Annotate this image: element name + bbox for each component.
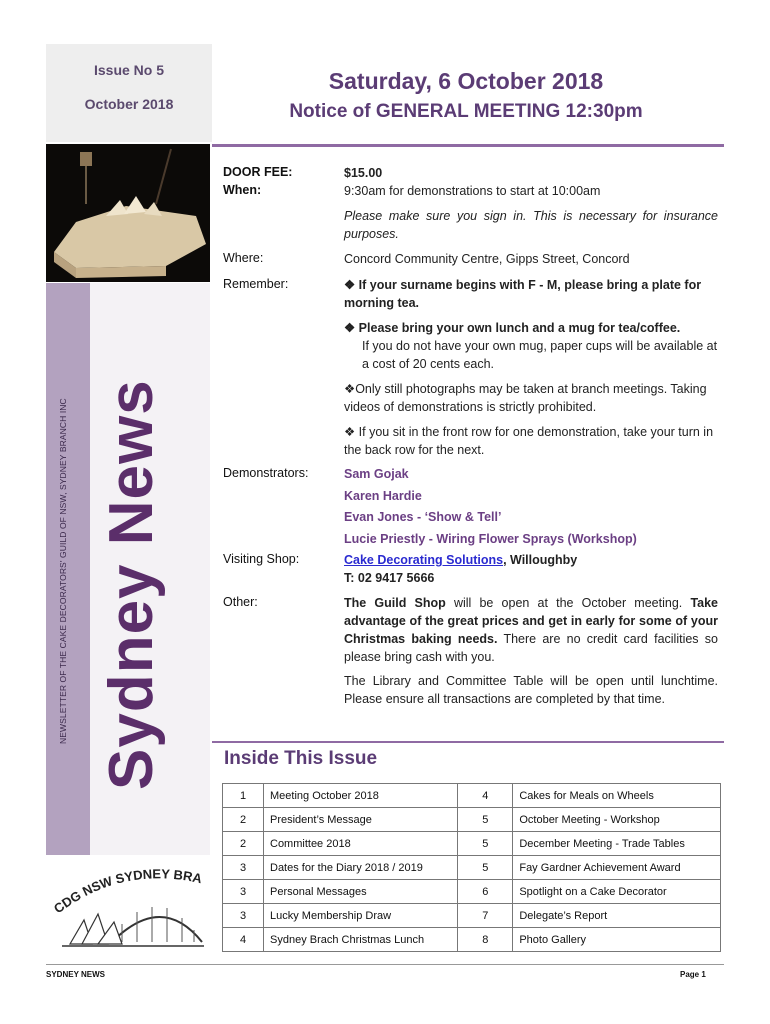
page-number: 3: [223, 904, 264, 928]
svg-text:CDG NSW SYDNEY BRANCH: [52, 862, 204, 916]
article-title: Dates for the Diary 2018 / 2019: [264, 856, 458, 880]
other-guild-shop: [344, 594, 718, 666]
guild-shop-cash-note: There are no credit card facilities so please bring cash with you.: [344, 632, 718, 664]
demonstrator-2: Karen Hardie: [344, 489, 422, 503]
page-number: 2: [223, 808, 264, 832]
sign-in-note: Please make sure you sign in. This is necessary for insurance purposes.: [344, 209, 718, 241]
table-row: [223, 832, 721, 856]
table-row: [223, 904, 721, 928]
page-number: 7: [458, 904, 513, 928]
shop-link[interactable]: Cake Decorating Solutions: [344, 553, 504, 567]
table-row: [223, 808, 721, 832]
meeting-date-title: Saturday, 6 October 2018: [328, 68, 604, 94]
page-number: 5: [458, 856, 513, 880]
logo-text: CDG NSW SYDNEY BRA: [52, 866, 204, 917]
demonstrators-label: Demonstrators:: [223, 466, 309, 480]
remember-item-seating: ❖ If you sit in the front row for one demonstration, take your turn in the back row for the next.: [344, 425, 714, 457]
other-library: The Library and Committee Table will be open until lunchtime. Please ensure all transactions are completed by that time.: [344, 674, 718, 706]
footer-publication: SYDNEY NEWS: [46, 970, 105, 979]
article-title: October Meeting - Workshop: [513, 808, 721, 832]
page-number: 8: [458, 928, 513, 952]
article-title: Sydney Brach Christmas Lunch: [264, 928, 458, 952]
newsletter-subtitle: NEWSLETTER OF THE CAKE DECORATORS' GUILD OF NSW, SYDNEY BRANCH INC: [58, 398, 68, 744]
demonstrator-3: Evan Jones - ‘Show & Tell’: [344, 510, 502, 524]
page-number: 1: [223, 784, 264, 808]
remember-lunch-detail: If you do not have your own mug, paper cups will be available at a cost of 20 cents each.: [362, 339, 718, 371]
article-title: Committee 2018: [264, 832, 458, 856]
when-label: When:: [223, 183, 262, 197]
sidebar-purple-strip: [46, 283, 90, 855]
article-title: Meeting October 2018: [264, 784, 458, 808]
article-title: December Meeting - Trade Tables: [513, 832, 721, 856]
where-value: Concord Community Centre, Gipps Street, Concord: [344, 252, 630, 266]
article-title: Cakes for Meals on Wheels: [513, 784, 721, 808]
article-title: Delegate’s Report: [513, 904, 721, 928]
page-number: 3: [223, 856, 264, 880]
article-title: Photo Gallery: [513, 928, 721, 952]
inside-heading: Inside This Issue: [224, 748, 378, 769]
guild-shop-text: will be open at the October meeting.: [445, 596, 691, 610]
page-number: 6: [458, 880, 513, 904]
page-number: 5: [458, 808, 513, 832]
footer-divider: [46, 964, 724, 965]
table-row: [223, 856, 721, 880]
article-title: President’s Message: [264, 808, 458, 832]
visiting-shop-label: Visiting Shop:: [223, 552, 300, 566]
contents-table: [222, 783, 721, 952]
door-fee-value: $15.00: [344, 166, 383, 180]
remember-label: Remember:: [223, 277, 289, 291]
header-divider: [212, 144, 724, 147]
issue-month: October 2018: [84, 96, 174, 112]
article-title: Personal Messages: [264, 880, 458, 904]
meeting-notice-title: Notice of GENERAL MEETING 12:30pm: [289, 101, 643, 122]
guild-shop-name: The Guild Shop: [344, 596, 446, 610]
footer-page-number: Page 1: [680, 970, 706, 979]
section-divider: [212, 741, 724, 743]
page-number: 5: [458, 832, 513, 856]
article-title: Fay Gardner Achievement Award: [513, 856, 721, 880]
demonstrator-1: Sam Gojak: [344, 467, 409, 481]
remember-item-lunch: [344, 319, 718, 373]
shop-location: , Willoughby: [503, 553, 578, 567]
guild-shop-bold-note: Take advantage of the great prices and get in early for some of your Christmas baking needs.: [344, 596, 719, 646]
door-fee-label: DOOR FEE:: [223, 165, 293, 179]
when-value: 9:30am for demonstrations to start at 10:00am: [344, 184, 601, 198]
cake-photo: [46, 144, 210, 282]
page-number: 4: [223, 928, 264, 952]
remember-lunch-bold: ❖ Please bring your own lunch and a mug for tea/coffee.: [344, 321, 681, 335]
remember-item-morning-tea: ❖ If your surname begins with F - M, please bring a plate for morning tea.: [344, 278, 702, 310]
visiting-shop: [344, 551, 718, 569]
sidebar-header-panel: [46, 44, 212, 142]
table-row: [223, 784, 721, 808]
where-label: Where:: [223, 251, 264, 265]
other-label: Other:: [223, 595, 258, 609]
issue-number: Issue No 5: [93, 62, 165, 78]
branch-logo: [52, 862, 210, 952]
page-number: 2: [223, 832, 264, 856]
shop-phone: T: 02 9417 5666: [344, 571, 435, 585]
article-title: Spotlight on a Cake Decorator: [513, 880, 721, 904]
page-number: 3: [223, 880, 264, 904]
table-row: [223, 928, 721, 952]
table-row: [223, 880, 721, 904]
newsletter-title: Sydney News: [97, 379, 166, 790]
remember-item-photos: ❖Only still photographs may be taken at branch meetings. Taking videos of demonstrations is strictly prohibited.: [344, 382, 707, 414]
page-number: 4: [458, 784, 513, 808]
demonstrator-4: Lucie Priestly - Wiring Flower Sprays (Workshop): [344, 532, 637, 546]
article-title: Lucky Membership Draw: [264, 904, 458, 928]
